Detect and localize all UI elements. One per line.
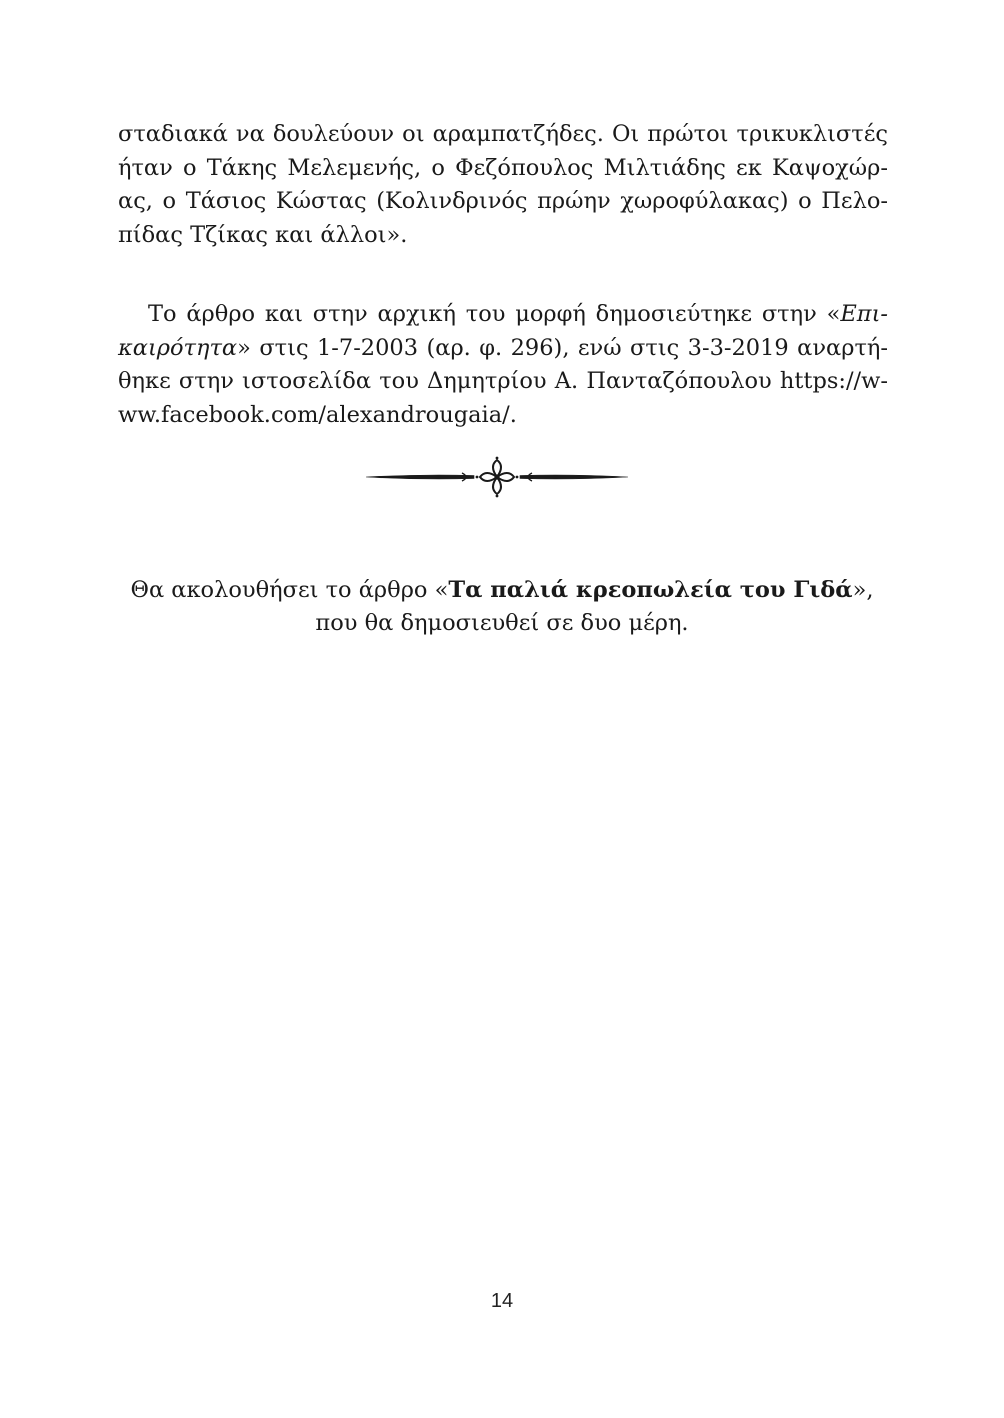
publication-note-paragraph — [118, 298, 888, 432]
note-line: που θα δημοσιευθεί σε δυο μέρη. — [315, 610, 689, 636]
decorative-divider-icon — [362, 452, 632, 502]
note-line: Θα ακολουθήσει το άρθρο «Τα παλιά κρεοπωλεία του Γιδά», — [130, 577, 874, 603]
paragraph-continued — [118, 118, 888, 252]
text-line: ww.facebook.com/alexandrougaia/. — [118, 401, 517, 428]
text-line: ας, ο Τάσιος Κώστας (Κολινδρινός πρώην χωροφύλακας) ο Πελο- — [118, 188, 888, 214]
next-article-note — [0, 574, 1004, 640]
text-line: Το άρθρο και στην αρχική του μορφή δημοσιεύτηκε στην «Επι- — [148, 301, 888, 327]
text-line: ήταν ο Τάκης Μελεμενής, ο Φεζόπουλος Μιλτιάδης εκ Καψοχώρ- — [118, 154, 888, 181]
next-article-title: Τα παλιά κρεοπωλεία του Γιδά — [448, 577, 853, 603]
text-line: καιρότητα» στις 1-7-2003 (αρ. φ. 296), ενώ στις 3-3-2019 αναρτή- — [118, 334, 888, 361]
page-number: 14 — [490, 1290, 514, 1312]
text-line: θηκε στην ιστοσελίδα του Δημητρίου Α. Πανταζόπουλου https://w- — [118, 368, 888, 394]
text-line: σταδιακά να δουλεύουν οι αραμπατζήδες. Οι πρώτοι τρικυκλιστές — [118, 121, 888, 147]
text-line: πίδας Τζίκας και άλλοι». — [118, 221, 408, 248]
